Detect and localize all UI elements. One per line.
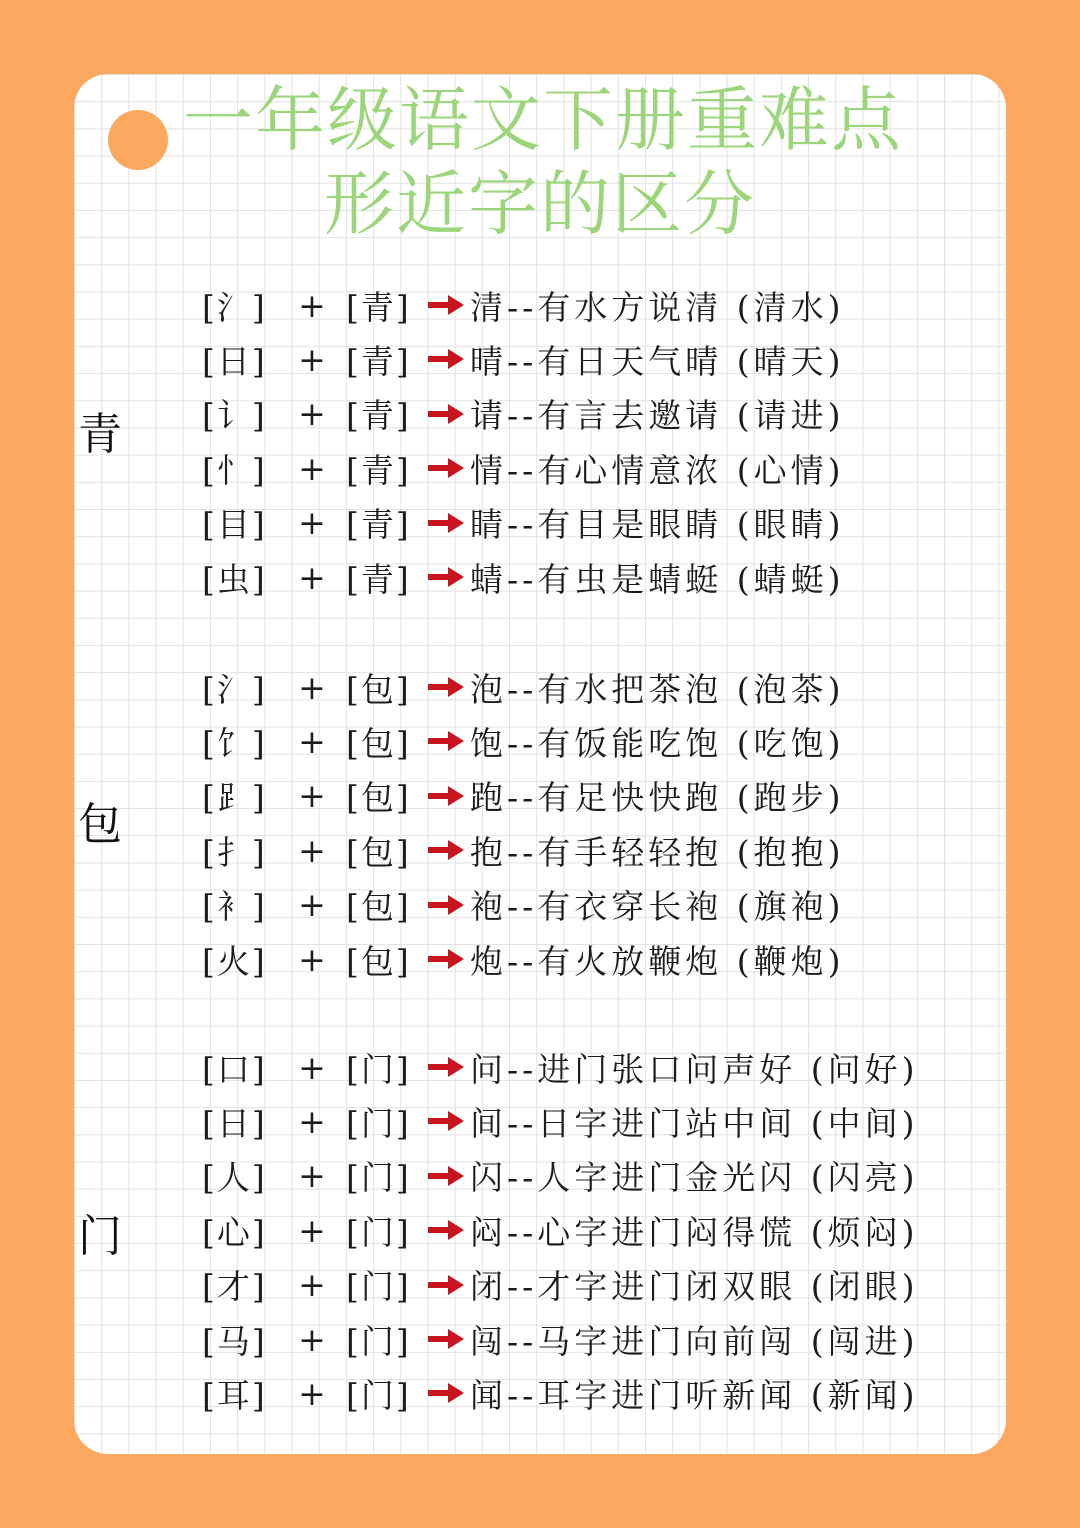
plus-sign: +	[298, 285, 326, 325]
plus-sign: +	[298, 885, 326, 925]
radical-bracket: [日]	[202, 341, 267, 381]
right-arrow-icon	[426, 942, 470, 976]
base-bracket: [门]	[346, 1375, 411, 1415]
radical-bracket: [口]	[202, 1049, 267, 1089]
base-bracket: [青]	[346, 287, 411, 327]
character-row	[202, 932, 845, 986]
right-arrow-icon	[426, 1322, 470, 1356]
mnemonic-text: 闪--人字进门金光闪 (闪亮)	[470, 1158, 919, 1198]
right-arrow-icon	[426, 888, 470, 922]
character-row	[202, 1094, 919, 1148]
mnemonic-text: 闭--才字进门闭双眼 (闭眼)	[470, 1267, 919, 1307]
radical-bracket: [讠]	[202, 396, 267, 436]
character-row	[202, 1040, 919, 1094]
character-row	[202, 1258, 919, 1312]
radical-bracket: [虫]	[202, 559, 267, 599]
plus-sign: +	[298, 1101, 326, 1141]
radical-bracket: [人]	[202, 1158, 267, 1198]
title-line-2: 形近字的区分	[324, 163, 756, 245]
base-bracket: [门]	[346, 1158, 411, 1198]
base-bracket: [门]	[346, 1212, 411, 1252]
character-row	[202, 550, 845, 604]
right-arrow-icon	[426, 1213, 470, 1247]
base-bracket: [青]	[346, 505, 411, 545]
plus-sign: +	[298, 448, 326, 488]
plus-sign: +	[298, 557, 326, 597]
plus-sign: +	[298, 1373, 326, 1413]
character-row	[202, 387, 845, 441]
base-bracket: [青]	[346, 341, 411, 381]
mnemonic-text: 请--有言去邀请 (请进)	[470, 396, 845, 436]
base-bracket: [门]	[346, 1049, 411, 1089]
plus-sign: +	[298, 1319, 326, 1359]
right-arrow-icon	[426, 670, 470, 704]
base-bracket: [包]	[346, 941, 411, 981]
base-bracket: [门]	[346, 1321, 411, 1361]
character-row	[202, 496, 845, 550]
right-arrow-icon	[426, 779, 470, 813]
mnemonic-text: 睛--有目是眼睛 (眼睛)	[470, 505, 845, 545]
base-bracket: [门]	[346, 1103, 411, 1143]
mnemonic-text: 炮--有火放鞭炮 (鞭炮)	[470, 941, 845, 981]
right-arrow-icon	[426, 1159, 470, 1193]
mnemonic-text: 蜻--有虫是蜻蜓 (蜻蜓)	[470, 559, 845, 599]
radical-bracket: [氵]	[202, 669, 267, 709]
right-arrow-icon	[426, 1050, 470, 1084]
character-row	[202, 1312, 919, 1366]
base-bracket: [包]	[346, 778, 411, 818]
plus-sign: +	[298, 1047, 326, 1087]
right-arrow-icon	[426, 397, 470, 431]
grid-card	[74, 74, 1006, 1454]
base-bracket: [青]	[346, 559, 411, 599]
right-arrow-icon	[426, 288, 470, 322]
radical-bracket: [衤]	[202, 887, 267, 927]
character-row	[202, 1149, 919, 1203]
mnemonic-text: 闻--耳字进门听新闻 (新闻)	[470, 1375, 919, 1415]
character-row	[202, 278, 845, 332]
character-row	[202, 878, 845, 932]
right-arrow-icon	[426, 1268, 470, 1302]
right-arrow-icon	[426, 560, 470, 594]
character-row	[202, 714, 845, 768]
title-line-1: 一年级语文下册重难点	[183, 79, 903, 161]
radical-bracket: [才]	[202, 1267, 267, 1307]
right-arrow-icon	[426, 724, 470, 758]
character-row	[202, 1203, 919, 1257]
mnemonic-text: 清--有水方说清 (清水)	[470, 287, 845, 327]
radical-bracket: [火]	[202, 941, 267, 981]
radical-bracket: [耳]	[202, 1375, 267, 1415]
plus-sign: +	[298, 1156, 326, 1196]
right-arrow-icon	[426, 451, 470, 485]
mnemonic-text: 间--日字进门站中间 (中间)	[470, 1103, 919, 1143]
group-char-bao: 包	[78, 799, 122, 850]
mnemonic-text: 情--有心情意浓 (心情)	[470, 450, 845, 490]
mnemonic-text: 跑--有足快快跑 (跑步)	[470, 778, 845, 818]
right-arrow-icon	[426, 1376, 470, 1410]
mnemonic-text: 问--进门张口问声好 (问好)	[470, 1049, 919, 1089]
mnemonic-text: 袍--有衣穿长袍 (旗袍)	[470, 887, 845, 927]
base-bracket: [青]	[346, 450, 411, 490]
character-row	[202, 441, 845, 495]
plus-sign: +	[298, 503, 326, 543]
mnemonic-text: 晴--有日天气晴 (晴天)	[470, 341, 845, 381]
base-bracket: [青]	[346, 396, 411, 436]
mnemonic-text: 泡--有水把茶泡 (泡茶)	[470, 669, 845, 709]
radical-bracket: [目]	[202, 505, 267, 545]
right-arrow-icon	[426, 1104, 470, 1138]
plus-sign: +	[298, 776, 326, 816]
group-char-qing: 青	[78, 409, 122, 460]
plus-sign: +	[298, 1210, 326, 1250]
right-arrow-icon	[426, 342, 470, 376]
radical-bracket: [日]	[202, 1103, 267, 1143]
plus-sign: +	[298, 721, 326, 761]
right-arrow-icon	[426, 833, 470, 867]
radical-bracket: [扌]	[202, 832, 267, 872]
base-bracket: [门]	[346, 1267, 411, 1307]
base-bracket: [包]	[346, 832, 411, 872]
plus-sign: +	[298, 939, 326, 979]
radical-bracket: [饣]	[202, 723, 267, 763]
plus-sign: +	[298, 394, 326, 434]
right-arrow-icon	[426, 506, 470, 540]
character-row	[202, 769, 845, 823]
base-bracket: [包]	[346, 723, 411, 763]
radical-bracket: [心]	[202, 1212, 267, 1252]
plus-sign: +	[298, 339, 326, 379]
mnemonic-text: 抱--有手轻轻抱 (抱抱)	[470, 832, 845, 872]
base-bracket: [包]	[346, 887, 411, 927]
radical-bracket: [马]	[202, 1321, 267, 1361]
character-row	[202, 823, 845, 877]
mnemonic-text: 闯--马字进门向前闯 (闯进)	[470, 1321, 919, 1361]
plus-sign: +	[298, 830, 326, 870]
group-char-men: 门	[78, 1211, 122, 1262]
base-bracket: [包]	[346, 669, 411, 709]
mnemonic-text: 闷--心字进门闷得慌 (烦闷)	[470, 1212, 919, 1252]
character-row	[202, 332, 845, 386]
radical-bracket: [氵]	[202, 287, 267, 327]
radical-bracket: [⻊]	[202, 778, 267, 818]
mnemonic-text: 饱--有饭能吃饱 (吃饱)	[470, 723, 845, 763]
radical-bracket: [忄]	[202, 450, 267, 490]
character-row	[202, 660, 845, 714]
plus-sign: +	[298, 667, 326, 707]
character-row	[202, 1366, 919, 1420]
plus-sign: +	[298, 1265, 326, 1305]
